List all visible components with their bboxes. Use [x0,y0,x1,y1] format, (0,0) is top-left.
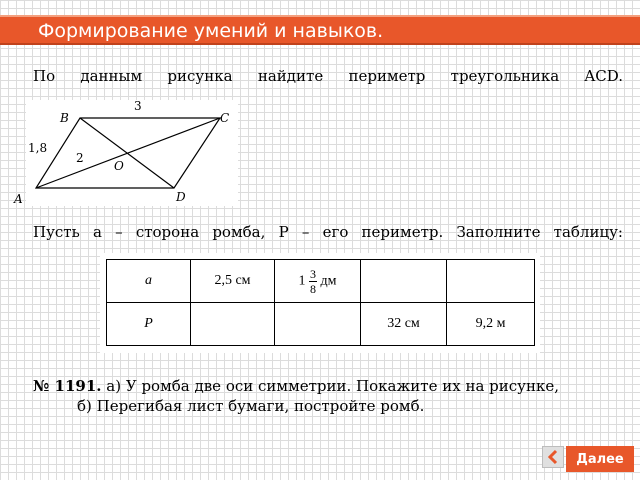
table-row [107,303,535,346]
page-title: Формирование умений и навыков. [38,20,384,42]
back-button[interactable] [542,446,564,468]
fraction-numerator: 3 [310,266,316,281]
fraction-unit: дм [320,273,337,289]
back-arrow-icon [543,447,563,467]
label-o: O [114,159,124,173]
task3-line1: а) У ромба две оси симметрии. Покажите их на рисунке, [106,377,560,395]
fraction-denominator: 8 [310,281,316,296]
label-a: A [14,192,23,206]
diagonal-bd [80,118,174,188]
table-cell: 2,5 см [191,260,275,303]
rhombus-figure [14,99,238,206]
label-d: D [176,190,186,204]
fraction-whole: 1 [298,273,306,289]
table-cell [361,260,447,303]
table-cell [447,260,535,303]
task3-text [33,376,603,416]
task2-text: Пусть a – сторона ромба, P – его периметр. Заполните таблицу: [33,223,623,241]
table-row [107,260,535,303]
task3-number: № 1191. [33,377,102,395]
table-cell: 32 см [361,303,447,346]
side-bc-length: 3 [134,99,142,113]
perimeter-grid [106,259,535,346]
row-a-header: a [107,260,191,303]
next-button[interactable]: Далее [566,446,634,472]
header-banner [0,15,640,45]
rhombus-diagram [14,99,238,206]
task3-line2: б) Перегибая лист бумаги, постройте ромб. [77,397,425,415]
label-c: C [220,111,230,125]
fraction [309,267,317,296]
row-p-header: P [107,303,191,346]
segment-bo-length: 2 [76,151,84,165]
side-ab-length: 1,8 [28,141,48,155]
task1-text: По данным рисунка найдите периметр треугольника ACD. [33,67,623,85]
label-b: B [60,111,69,125]
table-cell [191,303,275,346]
table-cell [275,303,361,346]
table-cell: 9,2 м [447,303,535,346]
table-cell-mixed-fraction [275,260,361,303]
perimeter-table [100,253,540,353]
